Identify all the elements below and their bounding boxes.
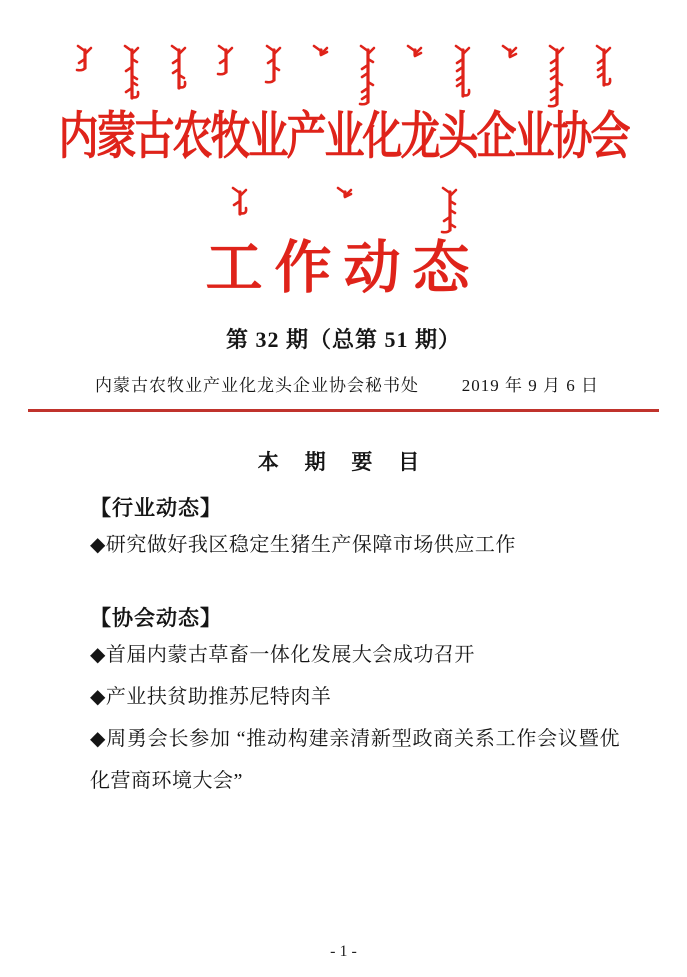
red-divider — [28, 409, 659, 412]
toc-item: ◆产业扶贫助推苏尼特肉羊 — [90, 686, 332, 708]
page-number: - 1 - — [330, 943, 357, 960]
section-title-association: 【协会动态】 — [90, 607, 222, 630]
mongolian-word-glyph — [334, 186, 354, 200]
toc-item: ◆周勇会长参加 “推动构建亲清新型政商关系工作会议暨优化营商环境大会” — [90, 728, 620, 792]
mongolian-word-glyph — [404, 44, 424, 59]
masthead — [0, 44, 687, 412]
mongolian-word-glyph — [263, 44, 283, 84]
contents-heading: 本 期 要 目 — [257, 451, 430, 474]
mongolian-word-glyph — [546, 44, 566, 108]
publish-date: 2019 年 9 月 6 日 — [461, 376, 599, 395]
mongolian-word-glyph — [215, 44, 235, 76]
mongolian-word-glyph — [74, 44, 94, 72]
publisher-line — [95, 371, 599, 396]
mongolian-script-subtitle-row — [229, 186, 459, 236]
page-footer — [0, 943, 687, 961]
mongolian-word-glyph — [439, 186, 459, 234]
mongolian-word-glyph — [121, 44, 141, 102]
mongolian-word-glyph — [593, 44, 613, 89]
contents-list — [90, 492, 620, 802]
mongolian-word-glyph — [310, 44, 330, 58]
issue-line: 第 32 期（总第 51 期） — [225, 327, 461, 352]
section-title-industry: 【行业动态】 — [90, 497, 222, 520]
mongolian-word-glyph — [168, 44, 188, 92]
mongolian-word-glyph — [229, 186, 249, 218]
publisher: 内蒙古农牧业产业化龙头企业协会秘书处 — [95, 376, 419, 395]
org-title: 内蒙古农牧业产业化龙头企业协会 — [58, 107, 629, 166]
bulletin-title: 工作动态 — [205, 237, 482, 300]
section-industry-news — [90, 492, 620, 566]
toc-item: ◆研究做好我区稳定生猪生产保障市场供应工作 — [90, 534, 516, 556]
section-association-news — [90, 602, 620, 802]
mongolian-script-title-row — [74, 44, 614, 108]
mongolian-word-glyph — [499, 44, 519, 60]
mongolian-word-glyph — [357, 44, 377, 106]
toc-item: ◆首届内蒙古草畜一体化发展大会成功召开 — [90, 644, 475, 666]
mongolian-word-glyph — [452, 44, 472, 100]
